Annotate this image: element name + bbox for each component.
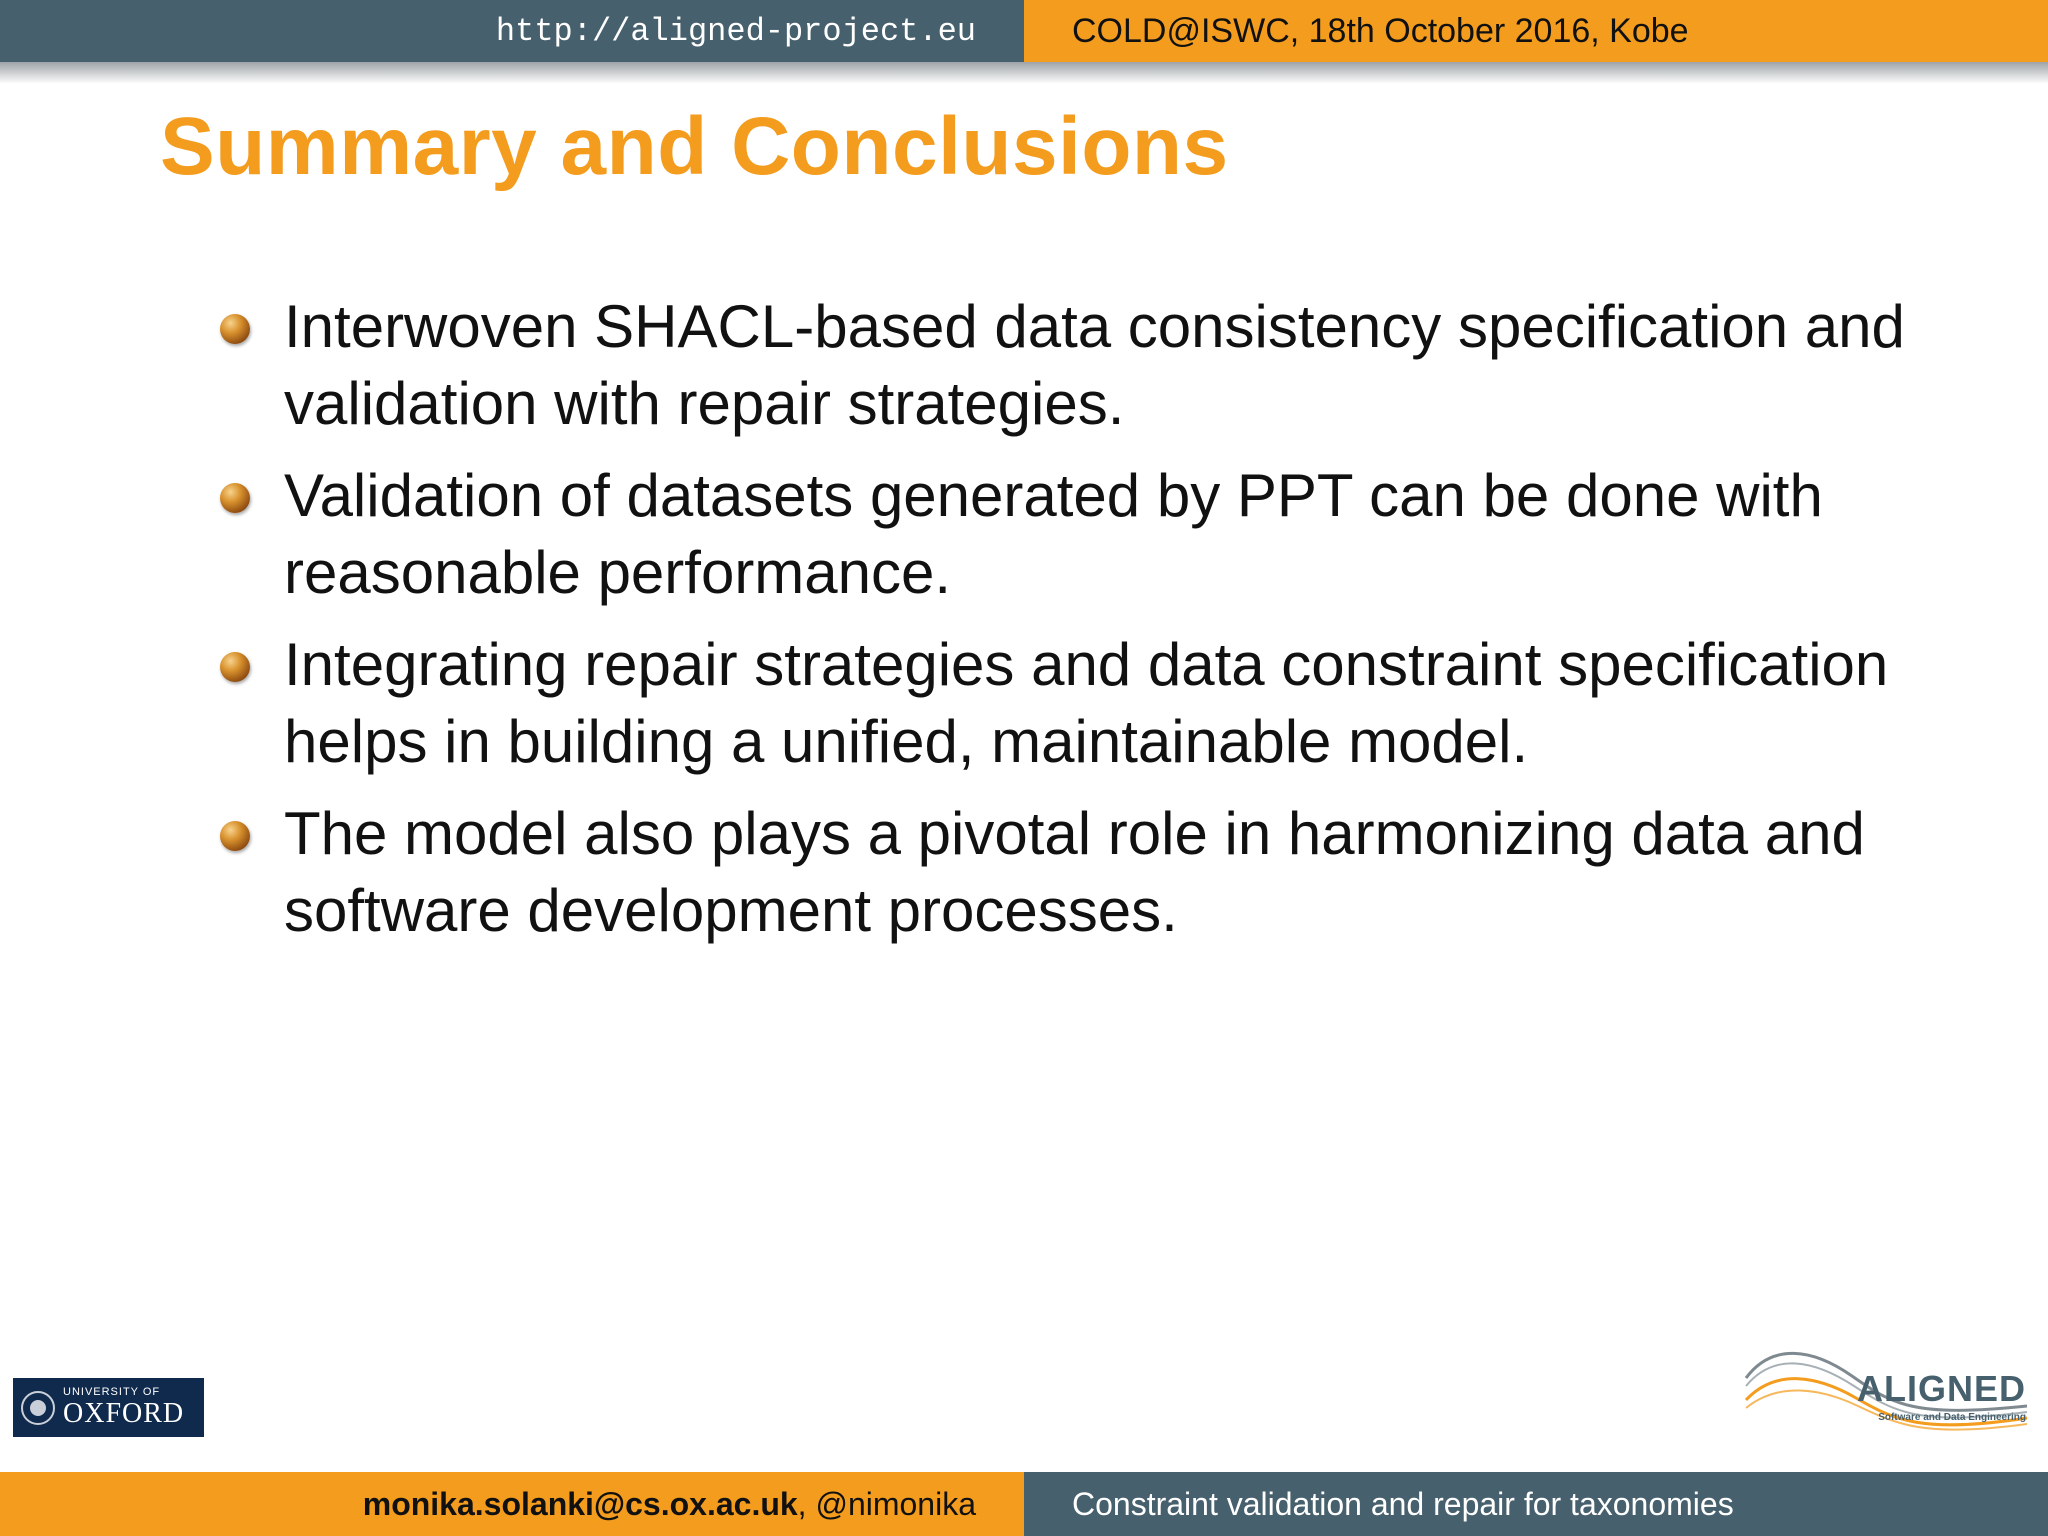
footer-bar (0, 1472, 2048, 1536)
slide-title: Summary and Conclusions (160, 101, 1229, 192)
header-url[interactable] (0, 0, 1024, 62)
bullet-item (210, 795, 1910, 949)
footer-separator: , (797, 1485, 816, 1522)
bullet-text: The model also plays a pivotal role in harmonizing data and software development processes. (284, 800, 1865, 944)
footer-talk-title-text: Constraint validation and repair for taxonomies (1072, 1485, 1734, 1522)
bullet-ball-icon (220, 652, 250, 682)
aligned-logo-subtitle: Software and Data Engineering (1878, 1412, 2026, 1423)
oxford-logo-main-text: OXFORD (63, 1398, 185, 1429)
bullet-text: Validation of datasets generated by PPT can be done with reasonable performance. (284, 462, 1823, 606)
oxford-logo (13, 1378, 204, 1437)
bullet-text: Integrating repair strategies and data constraint specification helps in building a unified, maintainable model. (284, 631, 1889, 775)
footer-author (0, 1472, 1024, 1536)
header-shadow (0, 62, 2048, 84)
header-event (1024, 0, 2048, 62)
footer-handle[interactable]: @nimonika (815, 1485, 976, 1522)
header-bar (0, 0, 2048, 62)
bullet-ball-icon (220, 821, 250, 851)
bullet-item (210, 288, 1910, 442)
bullet-item (210, 457, 1910, 611)
bullet-ball-icon (220, 483, 250, 513)
oxford-logo-top-text: UNIVERSITY OF (63, 1386, 161, 1398)
bullet-list (210, 288, 1910, 964)
oxford-crest-icon (21, 1391, 55, 1425)
footer-email[interactable]: monika.solanki@cs.ox.ac.uk (362, 1485, 798, 1522)
aligned-logo-name: ALIGNED (1857, 1368, 2026, 1409)
header-url-text: http://aligned-project.eu (495, 12, 976, 50)
bullet-ball-icon (220, 314, 250, 344)
bullet-text: Interwoven SHACL-based data consistency specification and validation with repair strategies. (284, 293, 1905, 437)
aligned-logo (1742, 1338, 2032, 1438)
bullet-item (210, 626, 1910, 780)
header-event-text: COLD@ISWC, 18th October 2016, Kobe (1072, 11, 1689, 50)
footer-talk-title (1024, 1472, 2048, 1536)
